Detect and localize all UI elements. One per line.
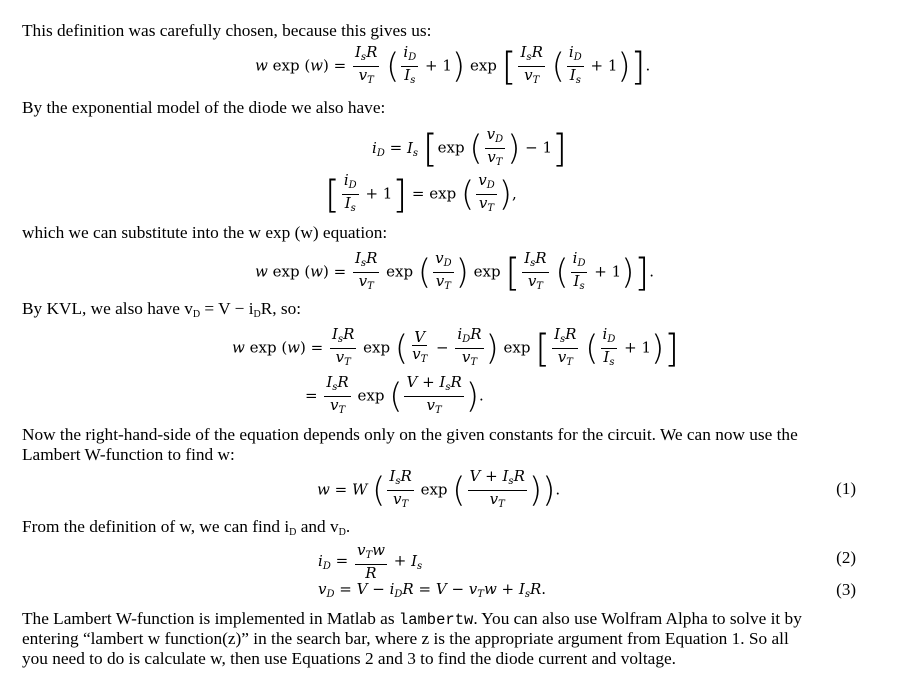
equation-wexp-3: w exp (w) = $I_sR$ $v_T$ exp ( $\frac{V}{v_T}$ − $i_DR$ $v_T$ ) exp [ $I_sR$ $v_T$ ( $\frac{i_D}{I_s}$ + 1)] bbox=[232, 325, 680, 371]
rhs-paragraph-line2: Lambert W-function to find w: bbox=[22, 445, 235, 464]
rhs-paragraph-line1: Now the right-hand-side of the equation depends only on the given constants for the circuit. We can now use the bbox=[22, 425, 798, 444]
equation-diode-current: $i_D = I_s$ [exp ( $\frac{v_D}{v_T}$ ) − 1] bbox=[372, 125, 567, 171]
equation-1-lambert: w = W ( $I_sR$ $v_T$ exp ( $V + I_sR$ $v_T$ )). bbox=[317, 467, 561, 511]
diode-model-paragraph: By the exponential model of the diode we also have: bbox=[22, 98, 386, 117]
equation-exp-substitution: [ $\frac{i_D}{I_s}$ + 1] = exp ( $\frac{v_D}{v_T}$ ), bbox=[325, 171, 517, 217]
lambertw-code: lambertw bbox=[398, 611, 474, 629]
equation-wexp-2: w exp (w) = $I_sR$ $v_T$ exp ( $\frac{v_D}{v_T}$ ) exp [ $I_sR$ $v_T$ ( $\frac{i_D}{I_s}$ + 1)]. bbox=[255, 249, 654, 295]
kvl-paragraph: By KVL, we also have $v_D = V - i_DR$, so: bbox=[22, 299, 302, 320]
substitute-paragraph: which we can substitute into the w exp (w) equation: bbox=[22, 223, 388, 242]
equation-number-2: (2) bbox=[836, 548, 856, 567]
equation-number-1: (1) bbox=[836, 479, 856, 498]
equation-2: $i_D$ = $v_Tw$ R + $I_s$ bbox=[318, 541, 423, 582]
lambert-paragraph-line3: you need to do is calculate w, then use Equations 2 and 3 to find the diode current and voltage. bbox=[22, 649, 676, 668]
lambert-paragraph-line1: The Lambert W-function is implemented in Matlab as lambertw. You can also use Wolfram Alpha to solve it by bbox=[22, 609, 802, 629]
equation-3: $v_D = V - i_DR = V - v_Tw + I_sR$. bbox=[318, 580, 547, 600]
equation-wexp-4: = $I_sR$ $v_T$ exp ( $V + I_sR$ $v_T$ ). bbox=[305, 373, 484, 417]
intro-paragraph: This definition was carefully chosen, because this gives us: bbox=[22, 21, 432, 40]
lambert-paragraph-line2: entering “lambert w function(z)” in the search bar, where z is the appropriate argument from Equation 1. So all bbox=[22, 629, 789, 648]
equation-number-3: (3) bbox=[836, 580, 856, 599]
definition-paragraph: From the definition of w, we can find $i_D$ and $v_D$. bbox=[22, 517, 351, 538]
equation-wexp-1: w exp (w) = $I_sR$ $v_T$ ( $\frac{i_D}{I_s}$ + 1) exp [ $I_sR$ $v_T$ ( $\frac{i_D}{I_s}$ + 1)]. bbox=[255, 43, 651, 89]
